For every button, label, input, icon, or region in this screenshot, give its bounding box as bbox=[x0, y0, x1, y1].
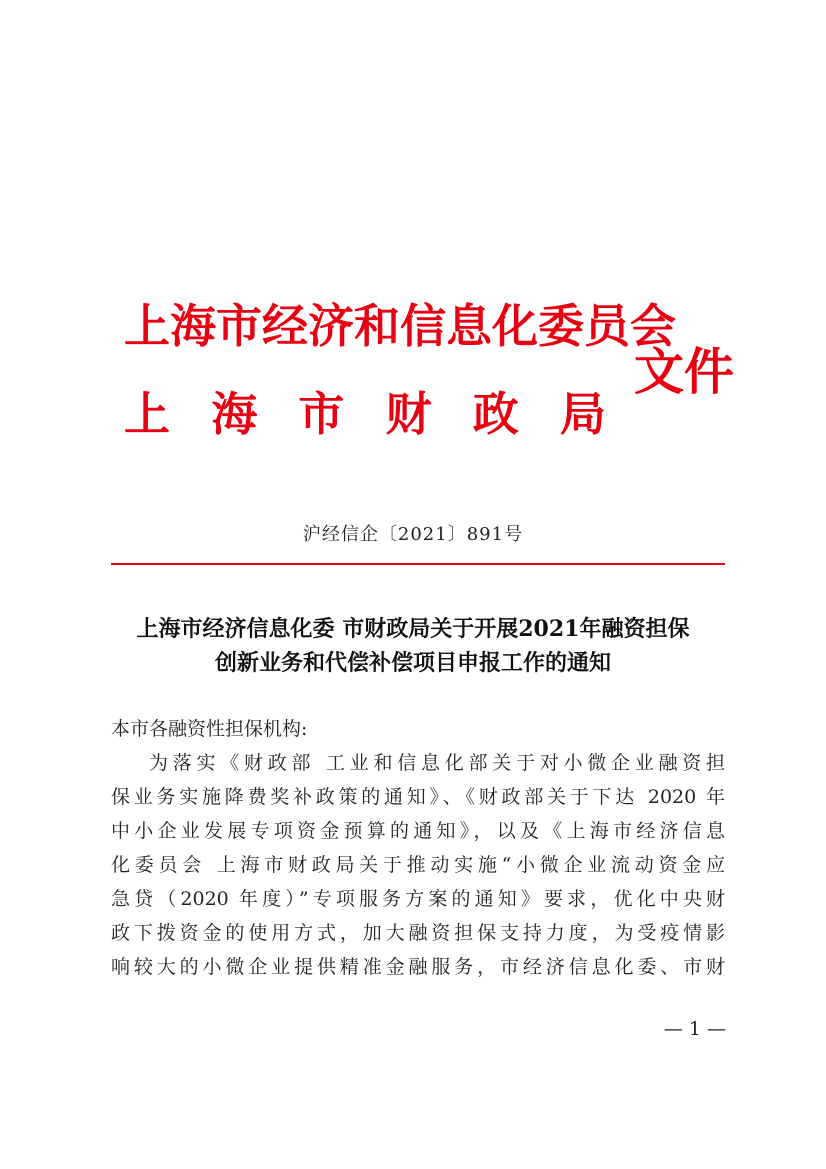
salutation: 本市各融资性担保机构: bbox=[111, 718, 308, 740]
title-line-1: 上海市经济信息化委 市财政局关于开展2021年融资担保 bbox=[136, 616, 690, 642]
red-divider-line bbox=[111, 563, 725, 565]
document-title bbox=[100, 612, 726, 680]
body-line: 化委员会 上海市财政局关于推动实施“小微企业流动资金应 bbox=[111, 854, 725, 876]
issuer-name-line-1: 上海市经济和信息化委员会 bbox=[124, 299, 676, 353]
body-line: 中小企业发展专项资金预算的通知》，以及《上海市经济信息 bbox=[111, 820, 725, 842]
body-paragraph bbox=[111, 746, 725, 984]
body-line: 保业务实施降费奖补政策的通知》、《财政部关于下达 2020 年 bbox=[111, 786, 725, 808]
issuer-document-suffix: 文件 bbox=[634, 342, 734, 401]
body-line: 政下拨资金的使用方式，加大融资担保支持力度，为受疫情影 bbox=[111, 922, 725, 944]
issuer-name-line-2: 上 海 市 财 政 局 bbox=[124, 387, 606, 441]
body-line: 为落实《财政部 工业和信息化部关于对小微企业融资担 bbox=[149, 752, 725, 774]
document-number: 沪经信企〔2021〕891号 bbox=[302, 524, 524, 545]
body-line: 急贷（2020 年度）”专项服务方案的通知》要求，优化中央财 bbox=[111, 888, 725, 910]
body-line: 响较大的小微企业提供精准金融服务，市经济信息化委、市财 bbox=[111, 956, 725, 978]
title-line-2: 创新业务和代偿补偿项目申报工作的通知 bbox=[214, 650, 611, 676]
page-number: — 1 — bbox=[663, 1018, 726, 1040]
